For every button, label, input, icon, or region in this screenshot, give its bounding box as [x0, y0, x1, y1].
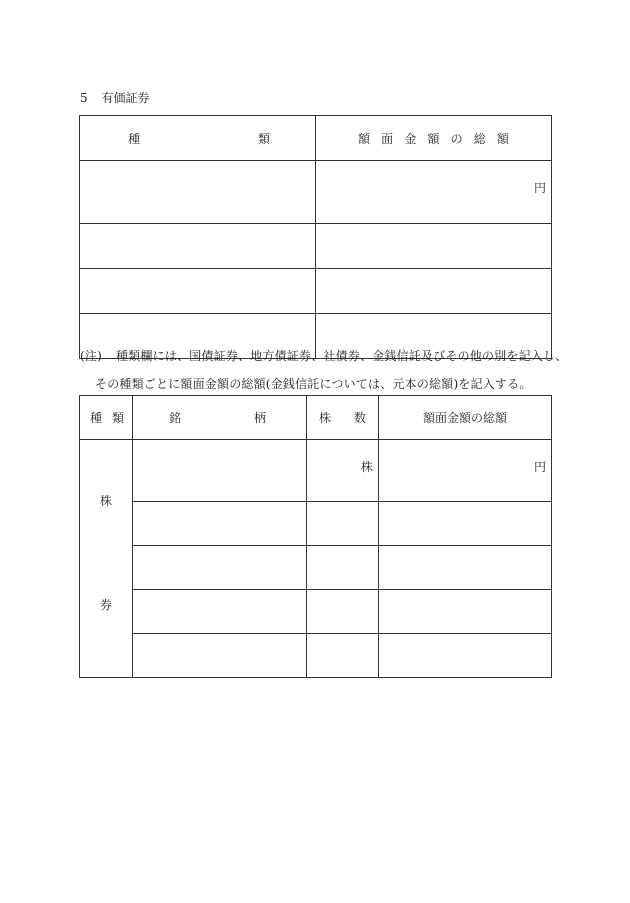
note-tag: (注)	[80, 349, 102, 363]
header-amount-char: 額	[427, 131, 440, 146]
yen-unit: 円	[533, 181, 546, 195]
header-kind-char: 類	[257, 131, 270, 146]
header-total-face-value: 額面金額の総額	[379, 396, 552, 440]
amount-cell[interactable]	[379, 546, 552, 590]
header-brand	[133, 396, 307, 440]
header-brand-char: 銘	[169, 411, 182, 425]
shares-cell[interactable]	[307, 440, 379, 502]
amount-cell[interactable]	[316, 161, 552, 224]
kind-cell[interactable]	[80, 161, 316, 224]
table-row	[80, 269, 552, 314]
header-kind	[80, 116, 316, 161]
table-row	[80, 224, 552, 269]
brand-cell[interactable]	[133, 634, 307, 678]
shares-cell[interactable]	[307, 634, 379, 678]
header-shares-char: 数	[353, 411, 366, 425]
header-amount-char: 面	[381, 131, 394, 146]
brand-cell[interactable]	[133, 440, 307, 502]
brand-cell[interactable]	[133, 502, 307, 546]
stock-table	[79, 395, 552, 678]
note-text-1: 種類欄には、国債証券、地方債証券、社債券、金銭信託及びその他の別を記入し、	[115, 349, 568, 363]
table-row	[80, 546, 552, 590]
header-kind	[80, 396, 133, 440]
section-heading	[80, 89, 149, 106]
kind-cell[interactable]	[80, 224, 316, 269]
table-header-row	[80, 116, 552, 161]
header-kind-char: 類	[111, 411, 124, 425]
section-title: 有価証券	[101, 91, 150, 105]
shares-cell[interactable]	[307, 590, 379, 634]
amount-cell[interactable]	[379, 634, 552, 678]
amount-cell[interactable]	[316, 269, 552, 314]
header-amount-char: 総	[473, 131, 486, 146]
stock-label-2: 券	[99, 598, 112, 612]
shares-unit: 株	[360, 460, 373, 474]
header-kind-char: 種	[128, 131, 141, 146]
header-amount-char: の	[450, 131, 463, 146]
stock-label-1: 株	[99, 494, 112, 508]
securities-summary-table	[79, 115, 552, 359]
shares-cell[interactable]	[307, 502, 379, 546]
amount-cell[interactable]	[316, 224, 552, 269]
stock-kind-cell	[80, 440, 133, 678]
table-row	[80, 634, 552, 678]
shares-cell[interactable]	[307, 546, 379, 590]
note-line-2: その種類ごとに額面金額の総額(金銭信託については、元本の総額)を記入する。	[95, 377, 532, 391]
table-row	[80, 502, 552, 546]
amount-cell[interactable]	[379, 440, 552, 502]
yen-unit: 円	[533, 460, 546, 474]
header-kind-char: 種	[90, 411, 103, 425]
header-shares	[307, 396, 379, 440]
brand-cell[interactable]	[133, 546, 307, 590]
table-row	[80, 440, 552, 502]
header-brand-char: 柄	[253, 411, 266, 425]
brand-cell[interactable]	[133, 590, 307, 634]
header-amount-char: 額	[496, 131, 509, 146]
amount-cell[interactable]	[379, 590, 552, 634]
header-amount-char: 金	[404, 131, 417, 146]
header-amount-char: 額	[358, 131, 371, 146]
kind-cell[interactable]	[80, 269, 316, 314]
header-shares-char: 株	[319, 411, 332, 425]
section-number: 5	[80, 91, 88, 105]
table-row	[80, 161, 552, 224]
header-total-face-value	[316, 116, 552, 161]
table-header-row	[80, 396, 552, 440]
amount-cell[interactable]	[379, 502, 552, 546]
note-line-1	[80, 347, 567, 364]
table-row	[80, 590, 552, 634]
